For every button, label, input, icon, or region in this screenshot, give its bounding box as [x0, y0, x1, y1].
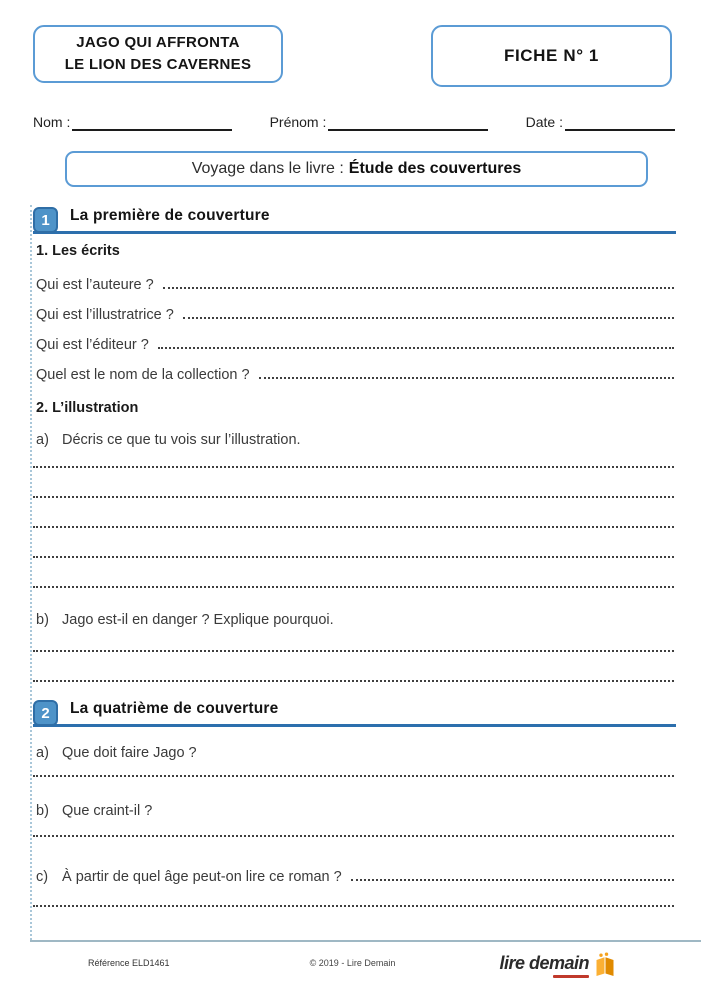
question-2c-letter: c) [36, 869, 49, 885]
answer-dotted-line [33, 819, 674, 837]
nom-label: Nom : [33, 114, 71, 130]
question-collection-text: Quel est le nom de la collection ? [36, 367, 250, 383]
prenom-label: Prénom : [269, 114, 327, 130]
fiche-number-box [431, 25, 672, 87]
answer-dotted-line [33, 652, 674, 682]
banner-prefix: Voyage dans le livre : [191, 160, 344, 177]
question-editeur-text: Qui est l’éditeur ? [36, 337, 149, 353]
date-label: Date : [525, 114, 563, 130]
date-field [526, 114, 675, 131]
section2-title: La quatrième de couverture [70, 700, 279, 717]
open-book-icon [593, 952, 617, 976]
publisher-logo-text [499, 953, 589, 974]
dotted-leader [259, 377, 674, 379]
header [0, 0, 705, 87]
question-1b [33, 606, 676, 628]
section1-heading [33, 205, 676, 234]
footer-rule [30, 940, 701, 942]
answer-dotted-line [33, 528, 674, 558]
question-2a-letter: a) [36, 745, 49, 761]
question-2c-text: À partir de quel âge peut-on lire ce roman ? [62, 869, 342, 885]
question-auteure-text: Qui est l’auteure ? [36, 277, 154, 293]
identity-row [0, 87, 705, 131]
footer [0, 940, 705, 1000]
nom-field [33, 114, 232, 131]
date-underline [565, 118, 675, 131]
dotted-leader [183, 317, 674, 319]
question-illustratrice-text: Qui est l’illustratrice ? [36, 307, 174, 323]
subsection-les-ecrits: 1. Les écrits [36, 243, 120, 259]
subsection-illustration: 2. L’illustration [36, 400, 139, 416]
prenom-underline [328, 118, 488, 131]
banner-emphasis: Étude des couvertures [348, 160, 522, 177]
dotted-leader [351, 879, 674, 881]
book-title-box [33, 25, 283, 83]
question-illustratrice [33, 293, 676, 323]
question-2a-text: Que doit faire Jago ? [62, 745, 197, 761]
question-editeur [33, 323, 676, 353]
section1-title: La première de couverture [70, 207, 270, 224]
answer-dotted-line [33, 628, 674, 652]
answer-dotted-line [33, 498, 674, 528]
question-1a [33, 426, 676, 448]
worksheet-body [30, 205, 676, 940]
copyright-text: © 2019 - Lire Demain [309, 958, 396, 968]
answer-dotted-line [33, 558, 674, 588]
nom-underline [72, 118, 232, 131]
question-2b-text: Que craint-il ? [62, 803, 153, 819]
publisher-logo [499, 950, 617, 976]
book-title-line2: LE LION DES CAVERNES [64, 56, 252, 73]
publisher-logo-wordmark: lire demain [499, 952, 589, 973]
book-title-line1: JAGO QUI AFFRONTA [76, 34, 240, 52]
answer-dotted-line [33, 761, 674, 777]
footer-row [0, 946, 705, 980]
section2-heading [33, 698, 676, 727]
fiche-label: FICHE N° 1 [504, 46, 599, 65]
question-collection [33, 353, 676, 383]
publisher-logo-tagline-mark [553, 975, 589, 978]
question-2b [33, 797, 676, 819]
question-auteure [33, 263, 676, 293]
prenom-field [270, 114, 489, 131]
dotted-leader [163, 287, 674, 289]
dotted-leader [158, 347, 674, 349]
question-1a-text: Décris ce que tu vois sur l’illustration. [62, 432, 301, 448]
worksheet-title-banner [65, 151, 648, 187]
section1-number-badge: 1 [33, 207, 58, 233]
question-2b-letter: b) [36, 803, 49, 819]
answer-dotted-line [33, 468, 674, 498]
question-1b-text: Jago est-il en danger ? Explique pourquoi. [62, 612, 334, 628]
question-2c [33, 863, 676, 885]
section2-number-badge: 2 [33, 700, 58, 726]
answer-dotted-line [33, 448, 674, 468]
question-1b-letter: b) [36, 612, 49, 628]
question-1a-letter: a) [36, 432, 49, 448]
answer-dotted-line [33, 885, 674, 907]
question-2a [33, 739, 676, 761]
reference-code: Référence ELD1461 [88, 958, 170, 968]
